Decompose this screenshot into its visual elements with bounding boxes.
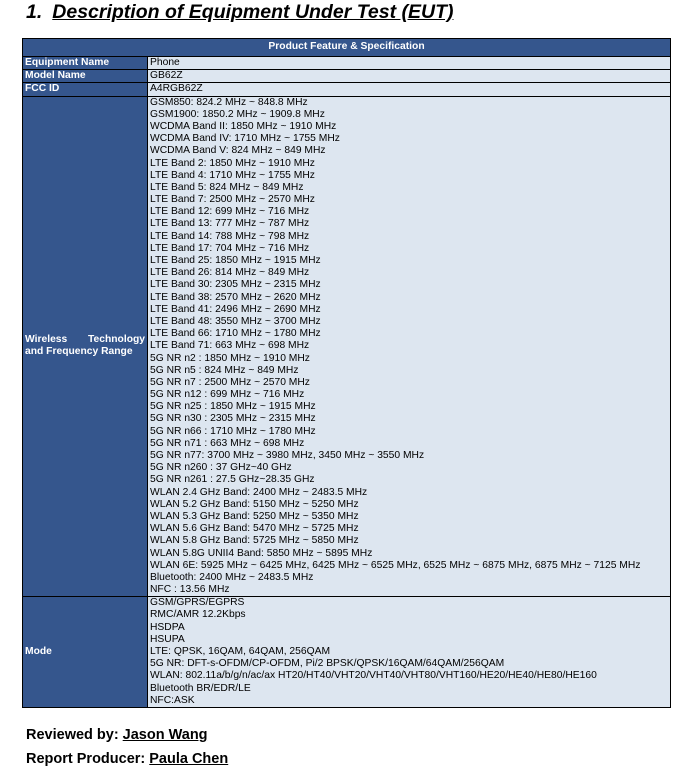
mode-line: Bluetooth BR/EDR/LE	[150, 682, 251, 694]
frequency-line: 5G NR n7 : 2500 MHz ~ 2570 MHz	[150, 376, 310, 388]
frequency-line: 5G NR n12 : 699 MHz ~ 716 MHz	[150, 389, 305, 401]
frequency-line: WCDMA Band IV: 1710 MHz ~ 1755 MHz	[150, 133, 340, 145]
wireless-label	[23, 96, 148, 597]
mode-line: HSDPA	[150, 621, 185, 633]
frequency-line: 5G NR n71 : 663 MHz ~ 698 MHz	[150, 437, 305, 449]
frequency-line: LTE Band 30: 2305 MHz ~ 2315 MHz	[150, 279, 321, 291]
reviewed-by	[26, 727, 208, 743]
report-producer	[26, 751, 228, 767]
table-row	[23, 70, 671, 83]
mode-line: RMC/AMR 12.2Kbps	[150, 609, 246, 621]
mode-line: HSUPA	[150, 633, 185, 645]
frequency-line: WLAN 6E: 5925 MHz ~ 6425 MHz, 6425 MHz ~ 6525 MHz, 6525 MHz ~ 6875 MHz, 6875 MHz ~ 7125 MHz	[150, 559, 641, 571]
table-row	[23, 83, 671, 96]
reviewed-by-label: Reviewed by:	[26, 727, 119, 743]
frequency-line: 5G NR n5 : 824 MHz ~ 849 MHz	[150, 364, 299, 376]
frequency-line: LTE Band 25: 1850 MHz ~ 1915 MHz	[150, 255, 321, 267]
frequency-line: WLAN 5.6 GHz Band: 5470 MHz ~ 5725 MHz	[150, 523, 359, 535]
frequency-line: WLAN 5.8G UNII4 Band: 5850 MHz ~ 5895 MHz	[150, 547, 373, 559]
frequency-line: LTE Band 41: 2496 MHz ~ 2690 MHz	[150, 303, 321, 315]
frequency-line: Bluetooth: 2400 MHz ~ 2483.5 MHz	[150, 571, 314, 583]
frequency-line: 5G NR n261 : 27.5 GHz~28.35 GHz	[150, 474, 315, 486]
equipment-name-label: Equipment Name	[23, 57, 148, 70]
report-producer-name: Paula Chen	[149, 751, 229, 767]
frequency-line: GSM1900: 1850.2 MHz ~ 1909.8 MHz	[150, 108, 325, 120]
report-producer-label: Report Producer:	[26, 751, 146, 767]
frequency-line: LTE Band 17: 704 MHz ~ 716 MHz	[150, 242, 310, 254]
frequency-line: 5G NR n66 : 1710 MHz ~ 1780 MHz	[150, 425, 316, 437]
table-header: Product Feature & Specification	[23, 39, 671, 57]
frequency-line: LTE Band 13: 777 MHz ~ 787 MHz	[150, 218, 310, 230]
frequency-line: WLAN 5.8 GHz Band: 5725 MHz ~ 5850 MHz	[150, 535, 359, 547]
frequency-line: LTE Band 38: 2570 MHz ~ 2620 MHz	[150, 291, 321, 303]
table-row	[23, 597, 671, 708]
mode-line: 5G NR: DFT-s-OFDM/CP-OFDM, Pi/2 BPSK/QPSK/16QAM/64QAM/256QAM	[150, 658, 505, 670]
frequency-line: GSM850: 824.2 MHz ~ 848.8 MHz	[150, 96, 308, 108]
frequency-line: 5G NR n260 : 37 GHz~40 GHz	[150, 462, 292, 474]
mode-list	[148, 597, 671, 708]
frequency-line: WLAN 2.4 GHz Band: 2400 MHz ~ 2483.5 MHz	[150, 486, 368, 498]
frequency-line: 5G NR n30 : 2305 MHz ~ 2315 MHz	[150, 413, 316, 425]
mode-line: NFC:ASK	[150, 694, 195, 706]
frequency-line: WLAN 5.2 GHz Band: 5150 MHz ~ 5250 MHz	[150, 498, 359, 510]
reviewed-by-name: Jason Wang	[122, 727, 208, 743]
model-name-label: Model Name	[23, 70, 148, 83]
section-title: Description of Equipment Under Test (EUT)	[52, 1, 454, 23]
frequency-line: LTE Band 26: 814 MHz ~ 849 MHz	[150, 267, 310, 279]
frequency-line: LTE Band 7: 2500 MHz ~ 2570 MHz	[150, 194, 315, 206]
frequency-line: LTE Band 2: 1850 MHz ~ 1910 MHz	[150, 157, 315, 169]
fcc-id-value: A4RGB62Z	[148, 83, 671, 96]
frequency-line: WCDMA Band V: 824 MHz ~ 849 MHz	[150, 145, 326, 157]
model-name-value: GB62Z	[148, 70, 671, 83]
mode-label: Mode	[23, 597, 148, 708]
section-number: 1.	[26, 1, 43, 23]
frequency-line: WCDMA Band II: 1850 MHz ~ 1910 MHz	[150, 120, 337, 132]
frequency-line: LTE Band 48: 3550 MHz ~ 3700 MHz	[150, 315, 321, 327]
frequency-line: LTE Band 5: 824 MHz ~ 849 MHz	[150, 181, 304, 193]
table-row	[23, 96, 671, 597]
mode-line: GSM/GPRS/EGPRS	[150, 597, 245, 609]
frequency-line: LTE Band 71: 663 MHz ~ 698 MHz	[150, 340, 310, 352]
fcc-id-label: FCC ID	[23, 83, 148, 96]
table-header-row	[23, 39, 671, 57]
frequency-line: LTE Band 4: 1710 MHz ~ 1755 MHz	[150, 169, 315, 181]
frequency-line: WLAN 5.3 GHz Band: 5250 MHz ~ 5350 MHz	[150, 510, 359, 522]
wireless-frequency-list	[148, 96, 671, 597]
wireless-label-line1: Wireless Technology	[25, 334, 145, 346]
mode-line: WLAN: 802.11a/b/g/n/ac/ax HT20/HT40/VHT20/VHT40/VHT80/VHT160/HE20/HE40/HE80/HE160	[150, 670, 597, 682]
section-heading	[26, 1, 453, 24]
spec-table	[22, 38, 671, 708]
frequency-line: 5G NR n77: 3700 MHz ~ 3980 MHz, 3450 MHz ~ 3550 MHz	[150, 450, 425, 462]
wireless-label-line2: and Frequency Range	[25, 346, 133, 358]
equipment-name-value: Phone	[148, 57, 671, 70]
frequency-line: 5G NR n2 : 1850 MHz ~ 1910 MHz	[150, 352, 310, 364]
table-row	[23, 57, 671, 70]
frequency-line: LTE Band 66: 1710 MHz ~ 1780 MHz	[150, 328, 321, 340]
frequency-line: 5G NR n25 : 1850 MHz ~ 1915 MHz	[150, 401, 316, 413]
mode-line: LTE: QPSK, 16QAM, 64QAM, 256QAM	[150, 646, 331, 658]
frequency-line: NFC : 13.56 MHz	[150, 584, 230, 596]
frequency-line: LTE Band 14: 788 MHz ~ 798 MHz	[150, 230, 310, 242]
frequency-line: LTE Band 12: 699 MHz ~ 716 MHz	[150, 206, 310, 218]
